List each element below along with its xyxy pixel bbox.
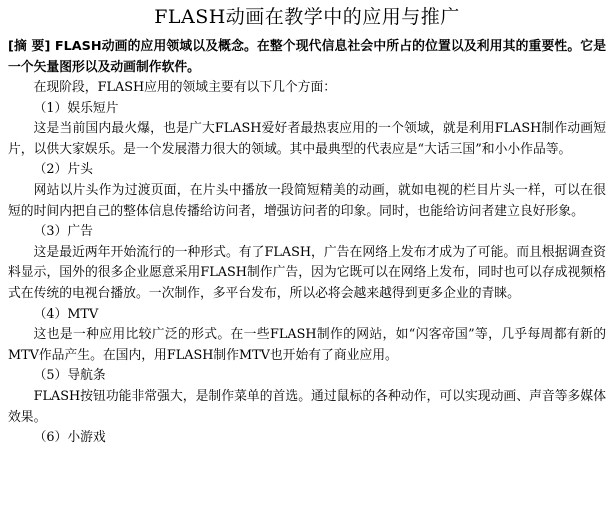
section-6	[8, 428, 606, 449]
section-heading: （1）娱乐短片	[33, 100, 119, 116]
intro-paragraph: 在现阶段，FLASH应用的领域主要有以下几个方面：	[33, 80, 337, 95]
section-4	[8, 305, 606, 367]
section-heading: （3）广告	[33, 224, 93, 240]
section-body: 这是当前国内最火爆，也是广大FLASH爱好者最热衷应用的一个领域，就是利用FLASH制作动画短片，以供大家娱乐。是一个发展潜力很大的领域。其中最典型的代表应是“大话三国”和小小作品等。	[8, 121, 606, 157]
document-title: FLASH动画在教学中的应用与推广	[154, 6, 460, 28]
section-5	[8, 366, 606, 428]
section-body: 这也是一种应用比较广泛的形式。在一些FLASH制作的网站，如“闪客帝国”等，几乎每周都有新的MTV作品产生。在国内，用FLASH制作MTV也开始有了商业应用。	[8, 327, 606, 363]
section-body: 网站以片头作为过渡页面，在片头中播放一段简短精美的动画，就如电视的栏目片头一样，可以在很短的时间内把自己的整体信息传播给访问者，增强访问者的印象。同时，也能给访问者建立良好形象。	[8, 182, 606, 219]
section-2	[8, 160, 606, 222]
abstract: [摘 要] FLASH动画的应用领域以及概念。在整个现代信息社会中所占的位置以及利用其的重要性。它是一个矢量图形以及动画制作软件。	[8, 39, 606, 75]
section-heading: （5）导航条	[33, 368, 106, 384]
section-body: 这是最近两年开始流行的一种形式。有了FLASH，广告在网络上发布才成为了可能。而且根据调查资料显示，国外的很多企业愿意采用FLASH制作广告，因为它既可以在网络上发布，同时也可以存成视频格式在传统的电视台播放。一次制作，多平台发布，所以必将会越来越得到更多企业的青睐。	[8, 244, 606, 301]
section-heading: （6）小游戏	[33, 430, 106, 446]
section-3	[8, 222, 606, 304]
section-heading: （4）MTV	[33, 306, 99, 322]
section-body: FLASH按钮功能非常强大，是制作菜单的首选。通过鼠标的各种动作，可以实现动画、声音等多媒体效果。	[8, 388, 606, 425]
section-heading: （2）片头	[33, 162, 93, 178]
section-1	[8, 99, 606, 161]
